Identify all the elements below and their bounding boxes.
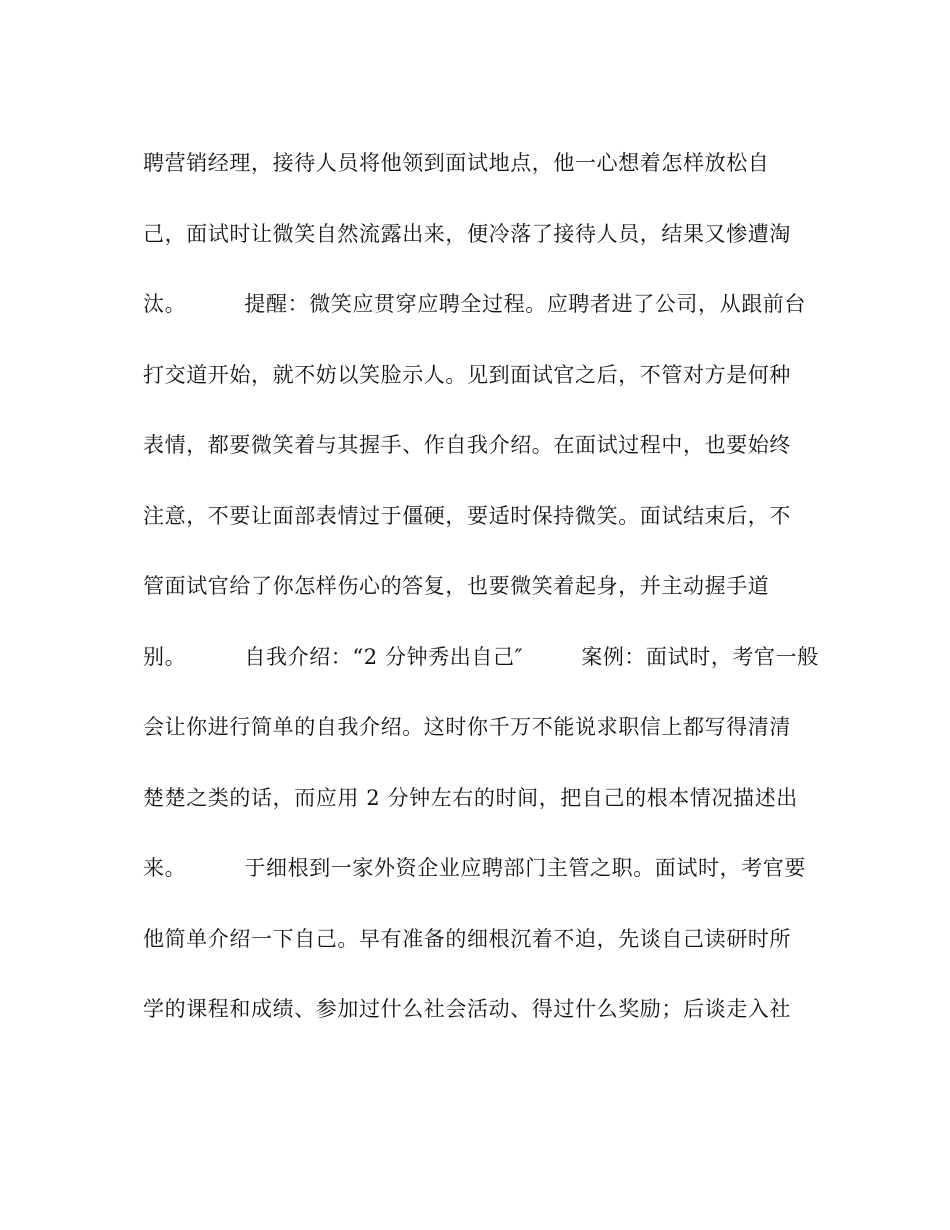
text-line: 学的课程和成绩、参加过什么社会活动、得过什么奖励；后谈走入社 bbox=[143, 997, 791, 1021]
text-line: 管面试官给了你怎样伤心的答复，也要微笑着起身，并主动握手道 bbox=[143, 574, 770, 598]
text-line: 注意，不要让面部表情过于僵硬，要适时保持微笑。面试结束后，不 bbox=[143, 503, 791, 528]
text-line: 会让你进行简单的自我介绍。这时你千万不能说求职信上都写得清清 bbox=[143, 715, 791, 739]
text-line: 他简单介绍一下自己。早有准备的细根沉着不迫，先谈自己读研时所 bbox=[143, 926, 791, 951]
text-line: 表情，都要微笑着与其握手、作自我介绍。在面试过程中，也要始终 bbox=[143, 433, 791, 457]
text-line: 聘营销经理，接待人员将他领到面试地点，他一心想着怎样放松自 bbox=[143, 151, 770, 175]
text-line: 汰。 提醒：微笑应贯穿应聘全过程。应聘者进了公司，从跟前台 bbox=[143, 292, 806, 316]
body-text bbox=[143, 140, 823, 1057]
text-line: 打交道开始，就不妨以笑脸示人。见到面试官之后，不管对方是何种 bbox=[143, 362, 791, 387]
text-line: 别。 自我介绍：“2 分钟秀出自己″ 案例：面试时，考官一般 bbox=[143, 644, 819, 669]
text-line: 楚楚之类的话，而应用 2 分钟左右的时间，把自己的根本情况描述出 bbox=[143, 785, 798, 810]
text-line: 己，面试时让微笑自然流露出来，便冷落了接待人员，结果又惨遭淘 bbox=[143, 221, 791, 246]
text-line: 来。 于细根到一家外资企业应聘部门主管之职。面试时，考官要 bbox=[143, 856, 806, 880]
